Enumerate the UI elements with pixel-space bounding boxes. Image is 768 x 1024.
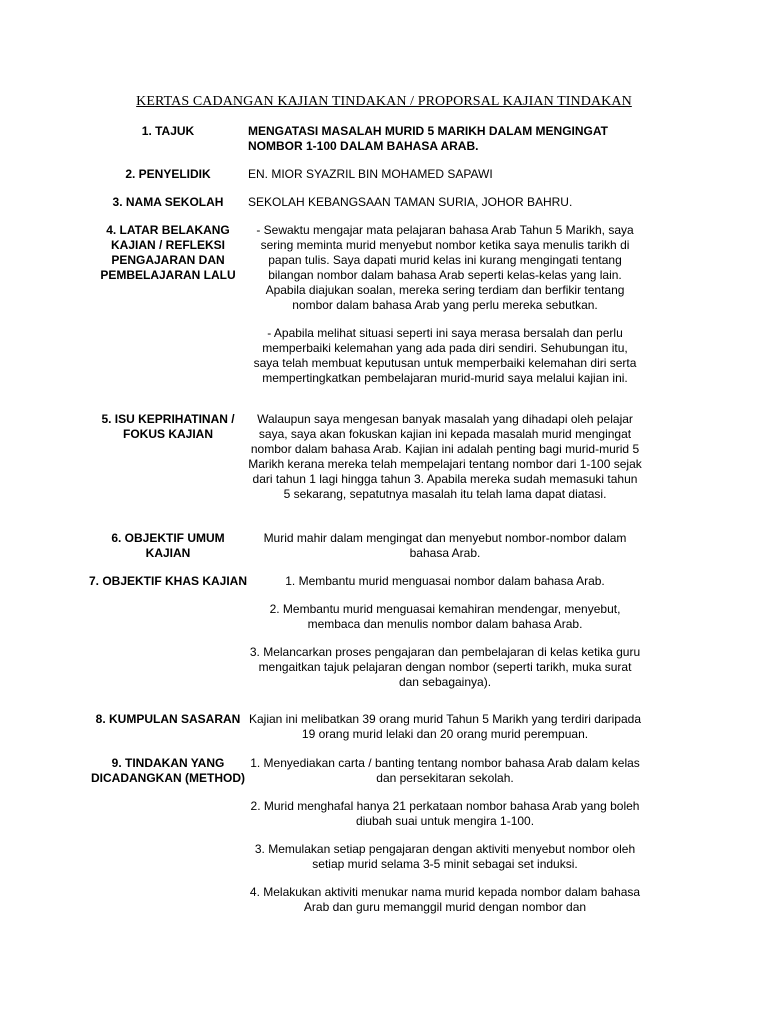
section-label: 1. TAJUK <box>141 124 195 138</box>
section-content <box>248 756 642 928</box>
section-content <box>248 223 642 399</box>
section-content <box>248 712 642 755</box>
paragraph: 1. Menyediakan carta / banting tentang nombor bahasa Arab dalam kelas dan persekitaran sekolah. <box>250 756 640 785</box>
section-label: 6. OBJEKTIF UMUM KAJIAN <box>111 531 225 560</box>
section-content <box>248 167 642 195</box>
paragraph: 2. Murid menghafal hanya 21 perkataan nombor bahasa Arab yang boleh diubah suai untuk mengira 1-100. <box>250 799 640 828</box>
document-title: KERTAS CADANGAN KAJIAN TINDAKAN / PROPORSAL KAJIAN TINDAKAN <box>136 94 632 109</box>
paragraph: 3. Melancarkan proses pengajaran dan pembelajaran di kelas ketika guru mengaitkan tajuk pelajaran dengan nombor (seperti tarikh, muka surat dan sebagainya). <box>249 645 641 689</box>
section-content <box>248 574 642 703</box>
paragraph: MENGATASI MASALAH MURID 5 MARIKH DALAM MENGINGAT NOMBOR 1-100 DALAM BAHASA ARAB. <box>248 124 608 153</box>
paragraph: Walaupun saya mengesan banyak masalah yang dihadapi oleh pelajar saya, saya akan fokuskan kajian ini kepada masalah murid mengingat nombor dalam bahasa Arab. Kajian ini adalah penting bagi murid-murid 5 Marikh kerana mereka telah mempelajari tentang nombor dari 1-100 sejak dari tahun 1 lagi hingga tahun 3. Apabila mereka sudah memasuki tahun 5 sekarang, sepatutnya masalah itu telah lama dapat diatasi. <box>248 412 642 501</box>
section-label: 3. NAMA SEKOLAH <box>112 195 224 209</box>
paragraph: 1. Membantu murid menguasai nombor dalam bahasa Arab. <box>285 574 605 588</box>
paragraph: SEKOLAH KEBANGSAAN TAMAN SURIA, JOHOR BAHRU. <box>248 195 573 209</box>
section-content <box>248 195 642 223</box>
paragraph: 3. Memulakan setiap pengajaran dengan aktiviti menyebut nombor oleh setiap murid selama 3-5 minit sebagai set induksi. <box>254 842 636 871</box>
paragraph: - Apabila melihat situasi seperti ini saya merasa bersalah dan perlu memperbaiki kelemahan yang ada pada diri sendiri. Sehubungan itu, saya telah membuat keputusan untuk memperbaiki kelemahan diri serta mempertingkatkan pembelajaran murid-murid saya melalui kajian ini. <box>253 326 637 385</box>
section-label: 8. KUMPULAN SASARAN <box>95 712 241 726</box>
section-content <box>248 531 642 574</box>
section-content <box>248 124 642 167</box>
section-label: 9. TINDAKAN YANG DICADANGKAN (METHOD) <box>91 756 245 785</box>
section-content <box>248 412 642 515</box>
section-label: 5. ISU KEPRIHATINAN / FOKUS KAJIAN <box>101 412 235 441</box>
section-label: 4. LATAR BELAKANG KAJIAN / REFLEKSI PENGAJARAN DAN PEMBELAJARAN LALU <box>100 223 236 282</box>
section-label: 2. PENYELIDIK <box>125 167 211 181</box>
section-label: 7. OBJEKTIF KHAS KAJIAN <box>88 574 248 588</box>
paragraph: Kajian ini melibatkan 39 orang murid Tahun 5 Marikh yang terdiri daripada 19 orang murid lelaki dan 20 orang murid perempuan. <box>248 712 641 741</box>
paragraph: 4. Melakukan aktiviti menukar nama murid kepada nombor dalam bahasa Arab dan guru memanggil murid dengan nombor dan <box>249 885 641 914</box>
paragraph: Murid mahir dalam mengingat dan menyebut nombor-nombor dalam bahasa Arab. <box>263 531 627 560</box>
paragraph: - Sewaktu mengajar mata pelajaran bahasa Arab Tahun 5 Marikh, saya sering meminta murid menyebut nombor ketika saya menulis tarikh di papan tulis. Saya dapati murid kelas ini kurang mengingati tentang bilangan nombor dalam bahasa Arab seperti kelas-kelas yang lain. Apabila diajukan soalan, mereka sering terdiam dan berfikir tentang nombor dalam bahasa Arab yang perlu mereka sebutkan. <box>256 223 634 312</box>
paragraph: 2. Membantu murid menguasai kemahiran mendengar, menyebut, membaca dan menulis nombor dalam bahasa Arab. <box>269 602 621 631</box>
paragraph: EN. MIOR SYAZRIL BIN MOHAMED SAPAWI <box>248 167 493 181</box>
